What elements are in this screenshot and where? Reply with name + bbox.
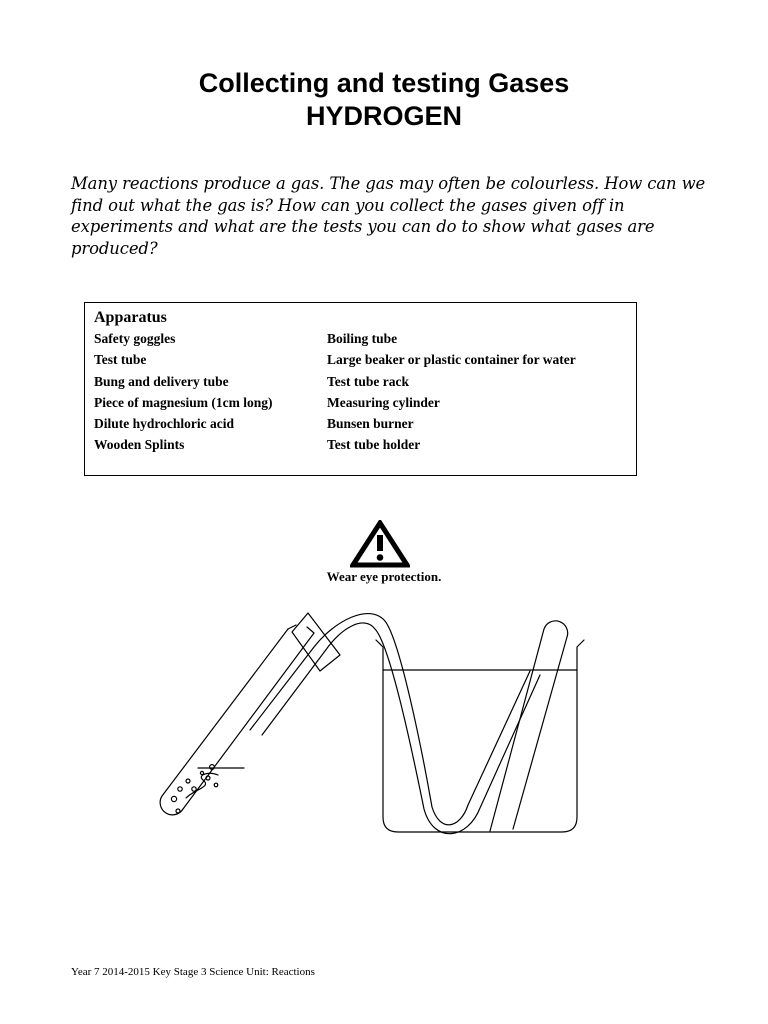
apparatus-box [84, 302, 637, 476]
warning-text: Wear eye protection. [326, 569, 442, 584]
apparatus-item: Dilute hydrochloric acid [94, 416, 234, 432]
apparatus-item: Test tube [94, 352, 147, 368]
apparatus-item: Safety goggles [94, 331, 176, 346]
apparatus-item: Wooden Splints [94, 437, 185, 453]
footer: Year 7 2014-2015 Key Stage 3 Science Unit: Reactions [71, 966, 315, 978]
apparatus-item: Test tube rack [327, 373, 410, 389]
apparatus-item: Test tube holder [327, 437, 421, 453]
apparatus-heading: Apparatus [94, 309, 167, 326]
apparatus-item: Bunsen burner [327, 416, 414, 432]
apparatus-diagram [150, 585, 600, 845]
apparatus-list-left [94, 328, 272, 456]
boiling-tube-icon [490, 621, 568, 831]
page-title: Collecting and testing Gases [198, 68, 570, 98]
apparatus-item: Large beaker or plastic container for water [327, 352, 576, 368]
warning-triangle-icon [350, 520, 410, 568]
apparatus-list-right [327, 328, 576, 456]
apparatus-item: Boiling tube [327, 331, 398, 346]
apparatus-item: Piece of magnesium (1cm long) [94, 394, 273, 410]
apparatus-item: Measuring cylinder [327, 394, 440, 410]
apparatus-item: Bung and delivery tube [94, 373, 229, 389]
intro-paragraph: Many reactions produce a gas. The gas may often be colourless. How can we find out what the gas is? How can you collect the gases given off in experiments and what are the tests you can do to show what gases are produced? [71, 174, 706, 258]
beaker-icon [376, 640, 584, 832]
test-tube-icon [160, 625, 314, 815]
delivery-tube-icon [250, 614, 540, 834]
page-subtitle: HYDROGEN [305, 101, 462, 131]
